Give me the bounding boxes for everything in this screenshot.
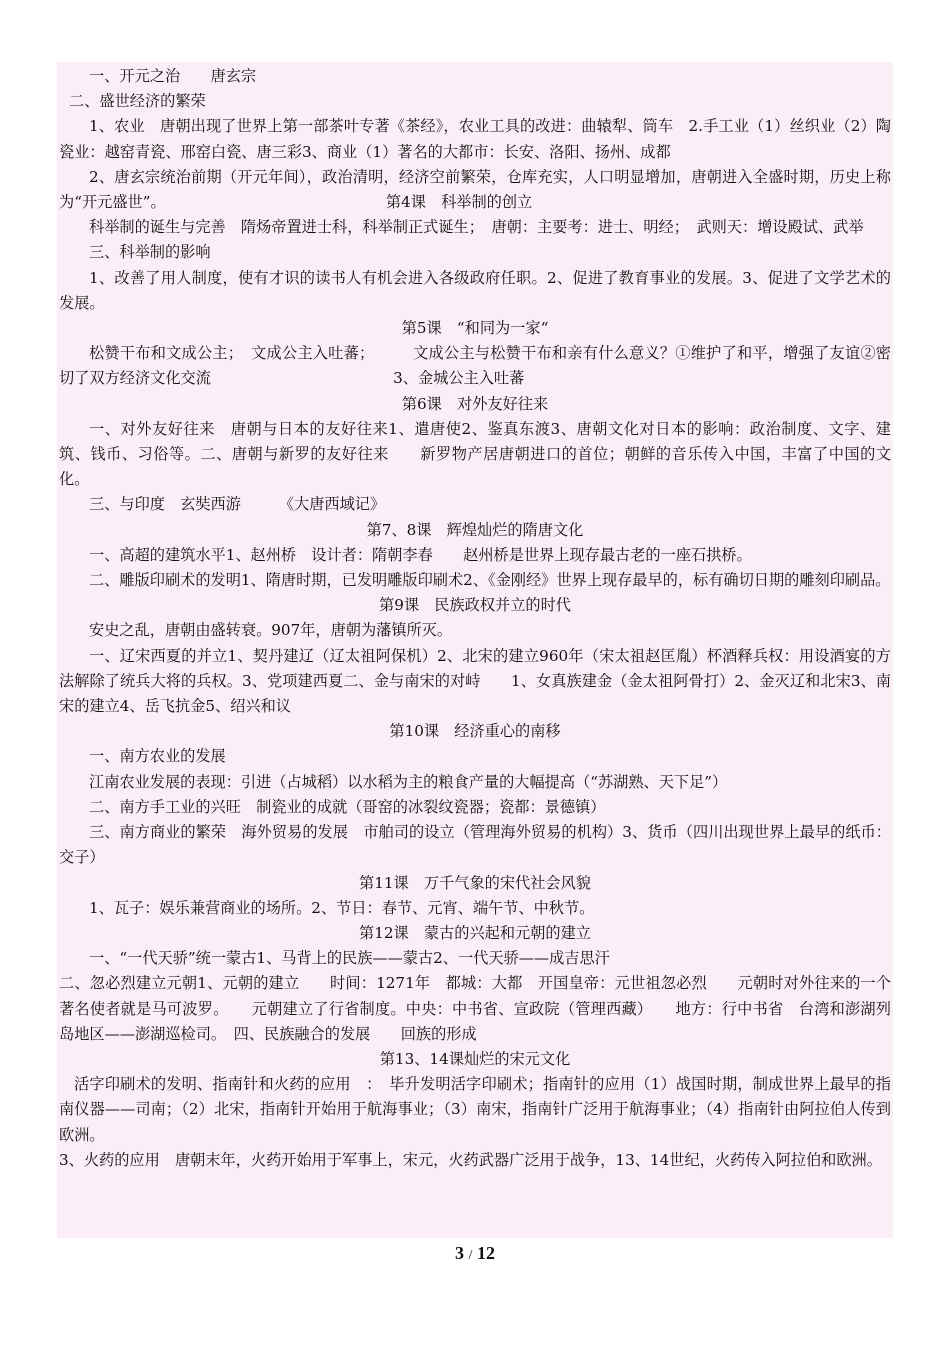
paragraph-india-xuanzang: 三、与印度 玄奘西游 《大唐西域记》 — [89, 495, 386, 514]
page-total: 12 — [476, 1243, 495, 1263]
section-heading-south-agriculture: 一、南方农业的发展 — [89, 747, 226, 766]
paragraph-imperial-exam-origin: 科举制的诞生与完善 隋炀帝置进士科，科举制正式诞生； 唐朝：主要考：进士、明经； 武则天：增设殿试、武举 — [89, 218, 864, 237]
section-heading-kaiyuan: 一、开元之治 唐玄宗 — [89, 67, 257, 85]
page-current: 3 — [455, 1243, 465, 1263]
lesson-title-9: 第9课 民族政权并立的时代 — [379, 596, 571, 615]
paragraph-printing-compass: 活字印刷术的发明、指南针和火药的应用 ： 毕升发明活字印刷术；指南针的应用（1）战国时期，制成世界上最早的指南仪器——司南；（2）北宋，指南针开始用于航海事业；（3）南宋，指南针广泛用于航海事业；（4）指南针由阿拉伯人传到欧洲。 — [59, 1075, 891, 1144]
section-heading-exam-impact: 三、科举制的影响 — [89, 243, 211, 262]
document-page — [57, 62, 893, 1238]
page-separator: / — [468, 1248, 473, 1263]
paragraph-woodblock-printing: 二、雕版印刷术的发明1、隋唐时期，已发明雕版印刷术2、《金刚经》世界上现存最早的，标有确切日期的雕刻印刷品。 — [89, 571, 891, 590]
paragraph-south-handicraft: 二、南方手工业的兴旺 制瓷业的成就（哥窑的冰裂纹瓷器；瓷都：景德镇） — [89, 797, 606, 816]
lesson-title-11: 第11课 万千气象的宋代社会风貌 — [359, 873, 591, 892]
section-heading-economy: 二、盛世经济的繁荣 — [69, 92, 206, 111]
paragraph-south-commerce: 三、南方商业的繁荣 海外贸易的发展 市舶司的设立（管理海外贸易的机构）3、货币（四川出现世界上最早的纸币：交子） — [59, 823, 891, 867]
paragraph-jiangnan-agriculture: 江南农业发展的表现：引进（占城稻）以水稻为主的粮食产量的大幅提高（“苏湖熟、天下足”） — [89, 772, 728, 791]
paragraph-exam-impact: 1、改善了用人制度，使有才识的读书人有机会进入各级政府任职。2、促进了教育事业的发展。3、促进了文学艺术的发展。 — [59, 268, 891, 312]
paragraph-gunpowder: 3、火药的应用 唐朝末年，火药开始用于军事上，宋元，火药武器广泛用于战争，13、14世纪，火药传入阿拉伯和欧洲。 — [59, 1150, 882, 1169]
lesson-title-7-8: 第7、8课 辉煌灿烂的隋唐文化 — [366, 520, 584, 539]
paragraph-architecture: 一、高超的建筑水平1、赵州桥 设计者：隋朝李春 赵州桥是世界上现存最古老的一座石拱桥。 — [89, 545, 752, 564]
paragraph-anshi-rebellion: 安史之乱，唐朝由盛转衰。907年，唐朝为藩镇所灭。 — [89, 621, 453, 640]
paragraph-kaiyuan-prosperity: 2、唐玄宗统治前期（开元年间），政治清明，经济空前繁荣，仓库充实，人口明显增加，唐朝进入全盛时期，历史上称为“开元盛世”。 第4课 科举制的创立 — [59, 167, 891, 212]
lesson-title-13-14: 第13、14课灿烂的宋元文化 — [379, 1049, 571, 1068]
paragraph-mongol-unification: 一、“一代天骄”统一蒙古1、马背上的民族——蒙古2、一代天骄——成吉思汗 — [89, 949, 610, 968]
document-body — [57, 62, 893, 1173]
paragraph-agriculture: 1、农业 唐朝出现了世界上第一部茶叶专著《茶经》，农业工具的改进：曲辕犁、筒车 2.手工业（1）丝织业（2）陶瓷业：越窑青瓷、邢窑白瓷、唐三彩3、商业（1）著名的大都市：长安、洛阳、扬州、成都 — [59, 117, 891, 161]
paragraph-liao-song-xixia: 一、辽宋西夏的并立1、契丹建辽（辽太祖阿保机）2、北宋的建立960年（宋太祖赵匡胤）杯酒释兵权：用设酒宴的方法解除了统兵大将的兵权。3、党项建西夏二、金与南宋的对峙 1、女真族建金（金太祖阿骨打）2、金灭辽和北宋3、南宋的建立4、岳飞抗金5、绍兴和议 — [59, 646, 891, 716]
lesson-title-5: 第5课 “和同为一家“ — [401, 319, 549, 338]
paragraph-yuan-founding: 二、忽必烈建立元朝1、元朝的建立 时间：1271年 都城：大都 开国皇帝：元世祖忽必烈 元朝时对外往来的一个著名使者就是马可波罗。 元朝建立了行省制度。中央：中书省、宣政院（管理西藏） 地方：行中书省 台湾和澎湖列岛地区——澎湖巡检司。 四、民族融合的发展 回族的形成 — [59, 974, 891, 1043]
lesson-title-12: 第12课 蒙古的兴起和元朝的建立 — [359, 923, 591, 942]
paragraph-princess-wencheng: 松赞干布和文成公主； 文成公主入吐蕃； 文成公主与松赞干布和亲有什么意义？①维护了和平，增强了友谊②密切了双方经济文化交流 3、金城公主入吐蕃 — [59, 344, 891, 388]
paragraph-foreign-relations: 一、对外友好往来 唐朝与日本的友好往来1、遣唐使2、鉴真东渡3、唐朝文化对日本的影响：政治制度、文字、建筑、钱币、习俗等。二、唐朝与新罗的友好往来 新罗物产居唐朝进口的首位；朝鲜的音乐传入中国，丰富了中国的文化。 — [59, 419, 891, 489]
lesson-title-6: 第6课 对外友好往来 — [401, 394, 549, 413]
page-number — [0, 1243, 950, 1264]
lesson-title-10: 第10课 经济重心的南移 — [389, 722, 561, 741]
paragraph-song-society: 1、瓦子：娱乐兼营商业的场所。2、节日：春节、元宵、端午节、中秋节。 — [89, 898, 595, 917]
